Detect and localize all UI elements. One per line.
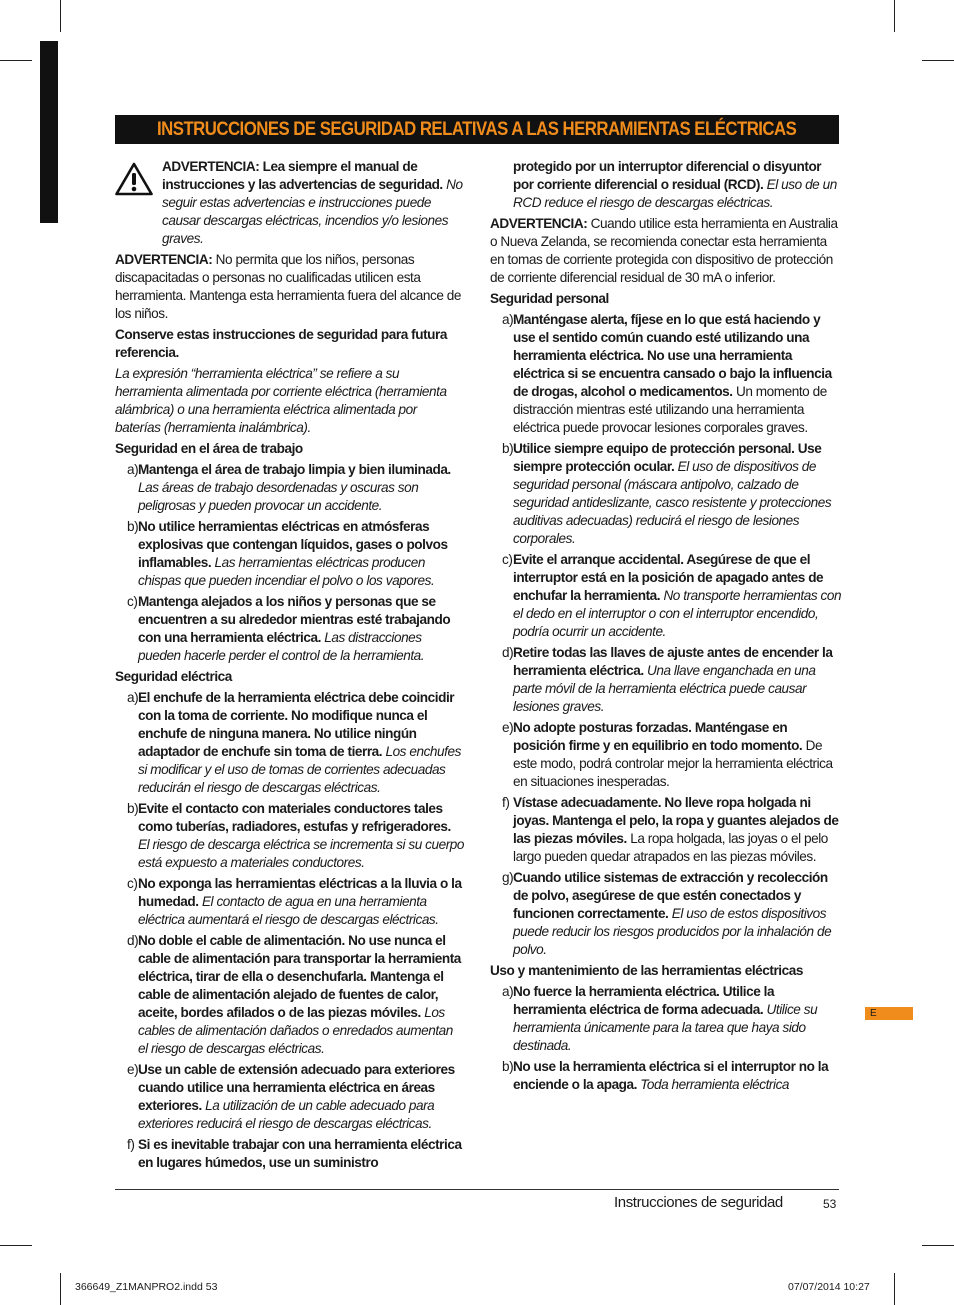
list-item: e) Use un cable de extensión adecuado para exteriores cuando utilice una herramienta eléctrica en áreas exteriores. La utilización de un cable adecuado para exteriores reducirá el riesgo de descargas eléctricas. [127,1062,455,1131]
list-item: a) Mantenga el área de trabajo limpia y bien iluminada. Las áreas de trabajo desordenadas y oscuras son peligrosas y pueden provocar un accidente. [127,462,451,513]
warning-text: No permita que los niños, personas discapacitadas o personas no cualificadas utilicen esta herramienta. Mantenga esta herramienta fuera del alcance de los niños. [115,252,461,321]
list-item: c) No exponga las herramientas eléctricas a la lluvia o la humedad. El contacto de agua en una herramienta eléctrica aumentará el riesgo de descargas eléctricas. [127,876,462,927]
warning-text: No seguir estas advertencias e instrucciones puede causar descargas eléctricas, incendios y/o lesiones graves. [162,177,463,246]
crop-mark [894,1273,895,1305]
list-item: a) El enchufe de la herramienta eléctrica debe coincidir con la toma de corriente. No modifique nunca el enchufe de ninguna manera. No utilice ningún adaptador de enchufe sin toma de tierra. Los enchufes si modificar y el uso de tomas de corrientes adecuadas reducirán el riesgo de descargas eléctricas. [127,690,461,795]
keep-instructions: Conserve estas instrucciones de seguridad para futura referencia. [115,327,447,360]
warning-triangle-icon [115,162,153,196]
list-item: b) Utilice siempre equipo de protección personal. Use siempre protección ocular. El uso de dispositivos de seguridad personal (máscara antipolvo, calzado de seguridad antideslizante, casco resistente y protecciones auditivas adecuadas) reducirá el riesgo de lesiones corporales. [502,441,832,546]
crop-mark [0,1245,32,1246]
warning-label: ADVERTENCIA: [115,252,213,267]
list-item: d) No doble el cable de alimentación. No use nunca el cable de alimentación para transportar la herramienta eléctrica, tirar de ella o desenchufarla. Mantenga el cable de alimentación alejado de fuentes de calor, aceite, bordes afilados o de las piezas móviles. Los cables de alimentación dañados o enredados aumentan el riesgo de descargas eléctricas. [127,933,461,1056]
page-number: 53 [823,1197,837,1211]
print-slug-file: 366649_Z1MANPRO2.indd 53 [75,1281,218,1293]
right-column [490,158,842,1097]
list-item: e) No adopte posturas forzadas. Manténgase en posición firme y en equilibrio en todo momento. De este modo, podrá controlar mejor la herramienta eléctrica en situaciones inesperadas. [502,720,833,789]
language-tab: E [865,1007,913,1020]
left-column [115,158,465,1175]
footer-divider [115,1189,839,1190]
list-item: b) No utilice herramientas eléctricas en atmósferas explosivas que contengan líquidos, gases o polvos inflamables. Las herramientas eléctricas producen chispas que pueden incendiar el polvo o los vapores. [127,519,448,588]
list-item: f) Si es inevitable trabajar con una herramienta eléctrica en lugares húmedos, use un suministro [127,1137,462,1170]
list-item: f) Vístase adecuadamente. No lleve ropa holgada ni joyas. Mantenga el pelo, la ropa y guantes alejados de las piezas móviles. La ropa holgada, las joyas o el pelo largo pueden quedar atrapados en las piezas móviles. [502,795,839,864]
crop-mark [60,1273,61,1305]
list-item: b) Evite el contacto con materiales conductores tales como tuberías, radiadores, estufas y refrigeradores. El riesgo de descarga eléctrica se incrementa si su cuerpo está expuesto a materiales conductores. [127,801,465,870]
warning-text: Cuando utilice esta herramienta en Australia o Nueva Zelanda, se recomienda conectar esta herramienta en tomas de corriente protegida con dispositivo de protección de corriente diferencial residual de 30 mA o inferior. [490,216,838,285]
page-title-text: INSTRUCCIONES DE SEGURIDAD RELATIVAS A LAS HERRAMIENTAS ELÉCTRICAS [157,118,797,140]
section-heading-work-area: Seguridad en el área de trabajo [115,441,303,456]
print-slug-date: 07/07/2014 10:27 [788,1281,870,1293]
warning-label: ADVERTENCIA: [490,216,588,231]
footer-section-title: Instrucciones de seguridad [614,1194,783,1211]
page-title [115,115,839,144]
warning-title: ADVERTENCIA: Lea siempre el manual de instrucciones y las advertencias de seguridad. [162,159,443,192]
crop-mark [0,60,32,61]
list-item-continued: protegido por un interruptor diferencial o disyuntor por corriente diferencial o residual (RCD). El uso de un RCD reduce el riesgo de descargas eléctricas. [513,159,837,210]
list-item: a) No fuerce la herramienta eléctrica. Utilice la herramienta eléctrica de forma adecuada. Utilice su herramienta únicamente para la tarea que haya sido destinada. [502,984,818,1053]
section-heading-personal: Seguridad personal [490,291,609,306]
section-heading-use-maintenance: Uso y mantenimiento de las herramientas eléctricas [490,963,803,978]
crop-mark [922,60,954,61]
list-item: b) No use la herramienta eléctrica si el interruptor no la enciende o la apaga. Toda herramienta eléctrica [502,1059,829,1092]
list-item: g) Cuando utilice sistemas de extracción y recolección de polvo, asegúrese de que estén conectados y funcionen correctamente. El uso de estos dispositivos puede reducir los riesgos producidos por la inhalación de polvo. [502,870,832,957]
list-item: d) Retire todas las llaves de ajuste antes de encender la herramienta eléctrica. Una llave enganchada en una parte móvil de la herramienta eléctrica puede causar lesiones graves. [502,645,833,714]
list-item: a) Manténgase alerta, fíjese en lo que está haciendo y use el sentido común cuando esté utilizando una herramienta eléctrica. No use una herramienta eléctrica si se encuentra cansado o bajo la influencia de drogas, alcohol o medicamentos. Un momento de distracción mientras esté utilizando una herramienta eléctrica puede provocar lesiones corporales graves. [502,312,832,435]
section-heading-electrical: Seguridad eléctrica [115,669,232,684]
definition-text: La expresión “herramienta eléctrica” se refiere a su herramienta alimentada por corriente eléctrica (herramienta alámbrica) o una herramienta eléctrica alimentada por baterías (herramienta inalámbrica). [115,366,447,435]
crop-mark [922,1245,954,1246]
list-item: c) Mantenga alejados a los niños y personas que se encuentren a su alrededor mientras esté trabajando con una herramienta eléctrica. Las distracciones pueden hacerle perder el control de la herramienta. [127,594,451,663]
list-item: c) Evite el arranque accidental. Asegúrese de que el interruptor está en la posición de apagado antes de enchufar la herramienta. No transporte herramientas con el dedo en el interruptor o con el interruptor encendido, podría ocurrir un accidente. [502,552,842,639]
crop-mark [894,0,895,32]
warning-block [115,158,465,248]
side-bar [40,41,58,223]
crop-mark [60,0,61,32]
